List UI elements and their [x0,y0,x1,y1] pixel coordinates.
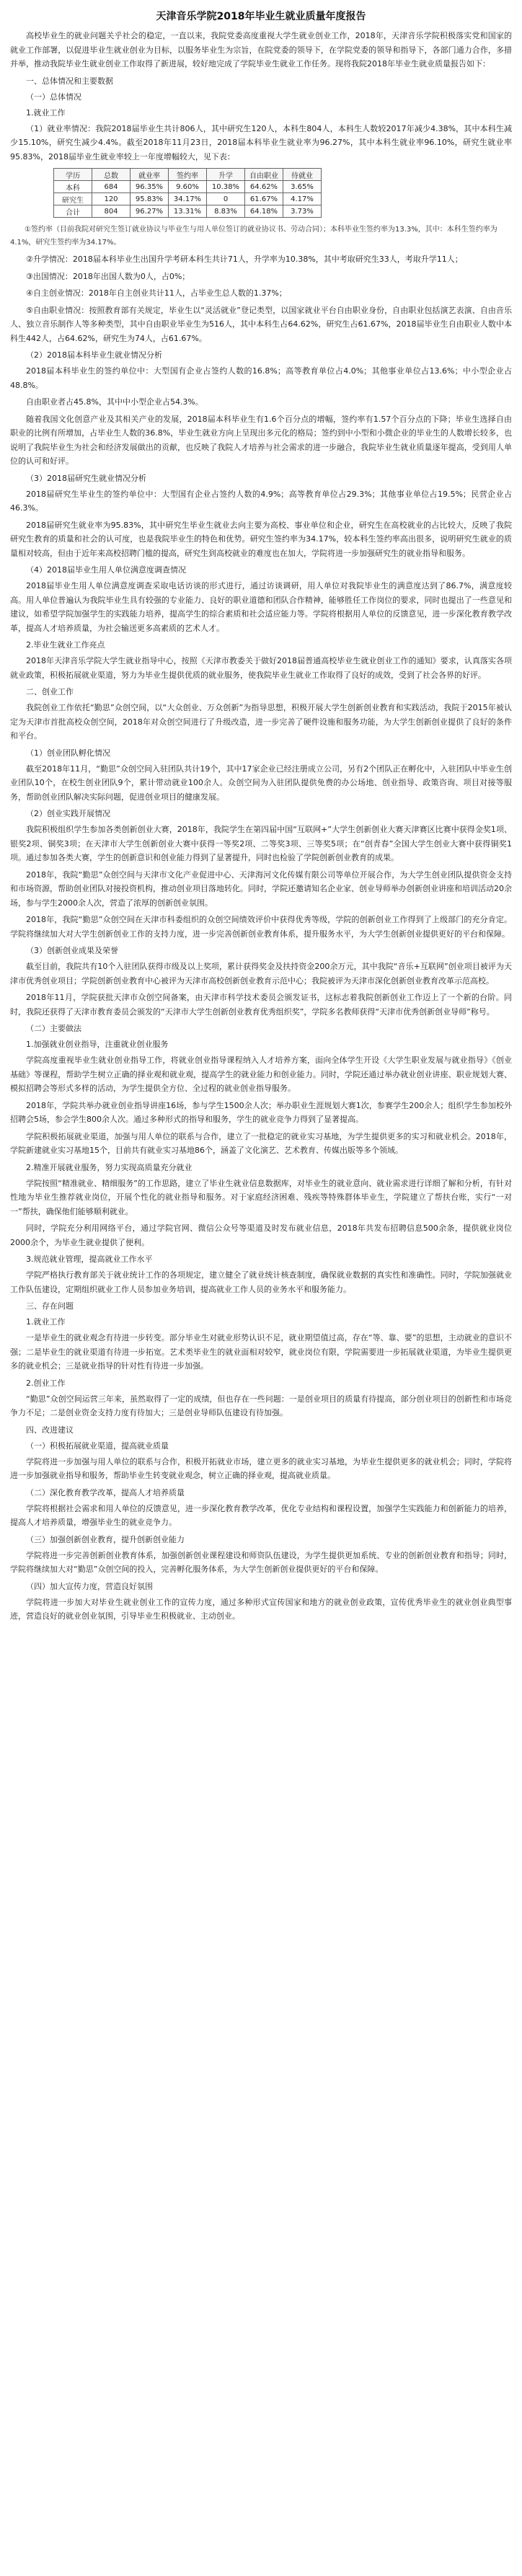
table-cell: 684 [92,181,130,193]
table-cell: 合计 [54,205,92,218]
paragraph: 2018年，我院“勤思”众创空间在天津市科委组织的众创空间绩效评价中获得优秀等级，学院的创新创业工作得到了上级部门的充分肯定。学院将继续加大对大学生创新创业工作的支持力度，进一步完善创新创业教育体系，提升服务水平，为大学生创新创业提供更好的平台和保障。 [10,915,512,939]
table-cell: 96.35% [130,181,169,193]
subsection-heading: （三）加强创新创业教育，提升创新创业能力 [26,1534,185,1544]
table-header-cell: 自由职业 [245,169,283,181]
table-cell: 3.65% [283,181,322,193]
paragraph: 同时，学院充分利用网络平台，通过学院官网、微信公众号等渠道及时发布就业信息，2018年共发布招聘信息500余条，提供就业岗位2000余个，为毕业生就业提供了便利。 [10,1223,512,1247]
paragraph: 学院将进一步加大对毕业生就业创业工作的宣传力度，通过多种形式宣传国家和地方的就业创业政策，宣传优秀毕业生的就业创业典型事迹，营造良好的就业创业氛围，引导毕业生积极就业、主动创业。 [10,1597,512,1621]
paragraph: （1）就业率情况：我院2018届毕业生共计806人，其中研究生120人，本科生804人，本科生人数较2017年减少4.38%，其中本科生减少15.10%，研究生减少4.4%。截至2018年11月23日，2018届本科毕业生就业率为96.27%，其中本科生就业率96.10%，研究生就业率95.83%，2018届毕业生就业率较上一年度增幅较大，见下表： [10,123,512,161]
table-row [54,193,322,205]
table-cell: 34.17% [169,193,207,205]
table-header-cell: 总数 [92,169,130,181]
table-cell: 64.62% [245,181,283,193]
employment-stats-table [53,168,322,218]
subsection-heading: 2.毕业生就业工作亮点 [26,640,105,650]
table-cell: 61.67% [245,193,283,205]
table-cell: 95.83% [130,193,169,205]
table-row [54,181,322,193]
table-cell: 804 [92,205,130,218]
section-heading: （二）主要做法 [26,1024,81,1033]
table-cell: 13.31% [169,205,207,218]
subsection-heading: （2）创业实践开展情况 [26,809,110,818]
bullet-paragraph: ④自主创业情况：2018年自主创业共计11人，占毕业生总人数的1.37%； [26,288,287,298]
table-header-cell: 学历 [54,169,92,181]
subsection-heading: （3）2018届研究生就业情况分析 [26,473,146,483]
table-row [54,205,322,218]
table-header-cell: 就业率 [130,169,169,181]
section-heading: 四、改进建议 [26,1425,74,1435]
paragraph: 学院按照“精准就业、精细服务”的工作思路，建立了毕业生就业信息数据库，对毕业生的就业意向、就业需求进行详细了解和分析，有针对性地为毕业生推荐就业岗位，开展个性化的就业指导和服务。对于家庭经济困难、残疾等特殊群体毕业生，学院建立了帮扶台账，实行“一对一”帮扶，确保他们能够顺利就业。 [10,1178,512,1216]
table-cell: 10.38% [207,181,245,193]
paragraph: 学院高度重视毕业生就业创业指导工作，将就业创业指导课程纳入人才培养方案，面向全体学生开设《大学生职业发展与就业指导》《创业基础》等课程，帮助学生树立正确的择业观和就业观，提高学生的就业能力和创业能力。同时，学院还通过举办就业创业讲座、职业规划大赛、模拟招聘会等形式多样的活动，为学生提供全方位、全过程的就业创业指导服务。 [10,1055,512,1093]
paragraph: 2018年11月，学院获批天津市众创空间备案，由天津市科学技术委员会颁发证书，这标志着我院创新创业工作迈上了一个新的台阶。同时，我院还获得了天津市教育委员会颁发的“天津市大学生创新创业教育优秀组织奖”，学院多名教师获得“天津市优秀创新创业导师”称号。 [10,993,512,1017]
report-title: 天津音乐学院2018年毕业生就业质量年度报告 [156,11,366,22]
paragraph: 学院严格执行教育部关于就业统计工作的各项规定，建立健全了就业统计核查制度，确保就业数据的真实性和准确性。同时，学院加强就业工作队伍建设，定期组织就业工作人员参加业务培训，提高就业工作人员的业务水平和服务能力。 [10,1270,512,1294]
paragraph: 随着我国文化创意产业及其相关产业的发展，2018届本科毕业生有1.6个百分点的增幅，签约率有1.57个百分点的下降；毕业生选择自由职业的比例有所增加，占毕业生人数的36.8%，毕业生就业方向上呈现出多元化的格局；签约到中小型和小微企业的毕业生的人数增长较多，也说明了我院毕业生为社会和经济发展做出的贡献，也反映了我院人才培养与社会需求的进一步融合，我院毕业生就业质量逐年提高，受到用人单位的认可和好评。 [10,414,512,466]
table-header-cell: 签约率 [169,169,207,181]
paragraph: 截至目前，我院共有10个入驻团队获得市级及以上奖项，累计获得奖金及扶持资金200余万元，其中我院“音乐+互联网”创业项目被评为天津市优秀创业项目；学院创新创业教育中心被评为天津市高校创新创业教育示范中心；我院被评为天津市深化创新创业教育改革示范高校。 [10,962,512,986]
subsection-heading: 2.创业工作 [26,1378,66,1388]
section-heading: 三、存在问题 [26,1301,74,1311]
table-cell: 8.83% [207,205,245,218]
intro-paragraph: 高校毕业生的就业问题关乎社会的稳定，一直以来，我院党委高度重视大学生就业创业工作，2018年，天津音乐学院积极落实党和国家的就业工作部署，以促进毕业生就业创业为目标，以服务毕业生为宗旨，在院党委的领导下，在学院党委的领导和指导下，各部门通力合作，多措并举，推动我院毕业生就业创业工作取得了新进展，较好地完成了学院毕业生就业工作任务。现将我院2018年毕业生就业质量报告如下： [10,31,512,68]
subsection-heading: （四）加大宣传力度，营造良好氛围 [26,1581,153,1591]
table-cell: 120 [92,193,130,205]
table-cell: 0 [207,193,245,205]
subsection-heading: 2.精准开展就业服务，努力实现高质量充分就业 [26,1162,193,1172]
section-heading: 二、创业工作 [26,687,74,696]
table-header-cell: 待就业 [283,169,322,181]
subsection-heading: 1.就业工作 [26,107,66,118]
table-cell: 研究生 [54,193,92,205]
bullet-paragraph: ③出国情况：2018年出国人数为0人，占0%； [26,271,190,281]
paragraph: 我院积极组织学生参加各类创新创业大赛，2018年，我院学生在第四届中国“互联网+”大学生创新创业大赛天津赛区比赛中获得金奖1项、银奖2项、铜奖3项；在天津市大学生创新创业大赛中获得一等奖2项、二等奖3项、三等奖5项；在“创青春”全国大学生创业大赛中获得铜奖1项。通过参加各类大赛，学生的创新意识和创业能力得到了显著提升，同时也检验了学院创新创业教育的成果。 [10,825,512,862]
paragraph: 一是毕业生的就业观念有待进一步转变。部分毕业生对就业形势认识不足，就业期望值过高，存在“等、靠、要”的思想，主动就业的意识不强；二是毕业生的就业渠道有待进一步拓宽。艺术类毕业生的就业面相对较窄，就业岗位有限，学院需要进一步拓展就业渠道，为毕业生提供更多的就业机会；三是就业指导的针对性有待进一步加强。 [10,1333,512,1371]
table-header-row [54,169,322,181]
paragraph: 学院将根据社会需求和用人单位的反馈意见，进一步深化教育教学改革，优化专业结构和课程设置，加强学生实践能力和创新能力的培养，提高人才培养质量，增强毕业生的就业竞争力。 [10,1503,512,1527]
paragraph: 2018届毕业生用人单位满意度调查采取电话访谈的形式进行，通过访谈调研，用人单位对我院毕业生的满意度达到了86.7%，满意度较高。用人单位普遍认为我院毕业生具有较强的专业能力、良好的职业道德和团队合作精神，能够胜任工作岗位的要求，同时也提出了一些意见和建议，如希望学院加强学生的实践能力培养，提高学生的综合素质和社会适应能力等。学院将根据用人单位的反馈意见，进一步深化教育教学改革，提高人才培养质量，为社会输送更多高素质的艺术人才。 [10,581,512,633]
subsection-heading: （一）总体情况 [26,92,81,102]
paragraph: 2018年，学院共举办就业创业指导讲座16场，参与学生1500余人次；举办职业生涯规划大赛1次，参赛学生200余人；组织学生参加校外招聘会5场，参会学生800余人次。通过多种形式的指导和服务，学生的就业竞争力得到了显著提高。 [10,1100,512,1124]
paragraph: 2018年，我院“勤思”众创空间与天津市文化产业促进中心、天津海河文化传媒有限公司等单位开展合作，为大学生创业团队提供资金支持和市场资源，帮助创业团队对接投资机构，推动创业项目落地转化。同时，学院还邀请知名企业家、创业导师举办创新创业讲座和培训活动20余场，参与学生2000余人次，营造了浓厚的创新创业氛围。 [10,869,512,908]
subsection-heading: 1.就业工作 [26,1317,66,1327]
paragraph: “勤思”众创空间运营三年来，虽然取得了一定的成绩，但也存在一些问题：一是创业项目的质量有待提高，部分创业项目的创新性和市场竞争力不足；二是创业资金支持力度有待加大；三是创业导师队伍建设有待加强。 [10,1394,512,1417]
paragraph: 学院积极拓展就业渠道，加强与用人单位的联系与合作，建立了一批稳定的就业实习基地，为学生提供更多的实习和就业机会。2018年，学院新建就业实习基地15个，目前共有就业实习基地86个，涵盖了文化演艺、艺术教育、传媒出版等多个领域。 [10,1131,512,1155]
table-note: ①签约率（目前我院对研究生签订就业协议与毕业生与用人单位签订的就业协议书、劳动合同）；本科毕业生签约率为13.3%，其中：本科生签约率为4.1%，研究生签约率为34.17%。 [10,226,497,247]
paragraph: 2018届研究生就业率为95.83%，其中研究生毕业生就业去向主要为高校、事业单位和企业，研究生在高校就业的占比较大，反映了我院研究生教育的质量和社会的认可度，也是我院毕业生的特色和优势。研究生签约率为34.17%，较本科生签约率高出很多，说明研究生就业的质量相对较高，但由于近年来高校招聘门槛的提高，研究生到高校就业的难度也在加大，学院将进一步加强研究生的就业指导和服务。 [10,520,512,558]
section-heading: 一、总体情况和主要数据 [26,76,113,86]
paragraph: 2018届研究生毕业生的签约单位中：大型国有企业占签约人数的4.9%；高等教育单位占29.3%；其他事业单位占19.5%；民营企业占46.3%。 [10,489,512,513]
subsection-heading: （2）2018届本科毕业生就业情况分析 [26,350,162,360]
paragraph: 学院将进一步完善创新创业教育体系，加强创新创业课程建设和师资队伍建设，为学生提供更加系统、专业的创新创业教育和指导；同时，学院将继续加大对“勤思”众创空间的投入，完善孵化服务体系，为大学生创新创业提供更好的平台和保障。 [10,1550,512,1574]
table-cell: 64.18% [245,205,283,218]
subsection-heading: （4）2018届毕业生用人单位满意度调查情况 [26,565,186,575]
table-cell: 本科 [54,181,92,193]
paragraph: 2018届本科毕业生的签约单位中：大型国有企业占签约人数的16.8%；高等教育单位占4.0%；其他事业单位占13.6%；中小型企业占48.8%。 [10,366,512,390]
table-cell: 96.27% [130,205,169,218]
table-cell: 9.60% [169,181,207,193]
subsection-heading: （3）创新创业成果及荣誉 [26,946,118,955]
paragraph: 自由职业者占45.8%，其中中小型企业占54.3%。 [26,397,203,407]
subsection-heading: 3.规范就业管理，提高就业工作水平 [26,1254,153,1264]
paragraph: 2018年天津音乐学院大学生就业指导中心，按照《天津市教委关于做好2018届普通高校毕业生就业创业工作的通知》要求，认真落实各项就业政策，积极拓展就业渠道，努力为毕业生提供优质的就业服务，使我院毕业生就业工作取得了良好的成效，受到了社会各界的好评。 [10,656,512,680]
paragraph: 学院将进一步加强与用人单位的联系与合作，积极开拓就业市场，建立更多的就业实习基地，为毕业生提供更多的就业机会；同时，学院将进一步加强就业指导和服务，帮助毕业生转变就业观念，树立正确的择业观，提高就业质量。 [10,1456,512,1480]
table-cell: 4.17% [283,193,322,205]
subsection-heading: 1.加强就业创业指导，注重就业创业服务 [26,1040,169,1049]
paragraph: 截至2018年11月，“勤思”众创空间入驻团队共计19个，其中17家企业已经注册成立公司，另有2个团队正在孵化中，入驻团队中毕业生创业团队10个，在校生创业团队9个，累计带动就业100余人。众创空间为入驻团队提供免费的办公场地、创业指导、政策咨询、项目对接等服务，帮助创业团队解决实际问题，促进创业项目的健康发展。 [10,763,512,802]
subsection-heading: （二）深化教育教学改革，提高人才培养质量 [26,1487,185,1497]
table-header-cell: 升学 [207,169,245,181]
subsection-heading: （一）积极拓展就业渠道，提高就业质量 [26,1440,169,1451]
table-cell: 3.73% [283,205,322,218]
bullet-paragraph: ②升学情况：2018届本科毕业生出国升学考研本科生共计71人，升学率为10.38%，其中考取研究生33人，考取升学11人； [26,254,463,264]
subsection-heading: （1）创业团队孵化情况 [26,748,110,758]
paragraph: 我院创业工作依托“勤思”众创空间，以“大众创业、万众创新”为指导思想，积极开展大学生创新创业教育和实践活动，我院于2015年被认定为天津市首批高校众创空间，2018年对众创空间进行了升级改造，进一步完善了硬件设施和服务功能，为大学生创新创业提供了良好的条件和平台。 [10,703,512,740]
bullet-paragraph: ⑤自由职业情况：按照教育部有关规定，毕业生以“灵活就业”登记类型，以国家就业平台自由职业身份，自由职业包括演艺表演、自由音乐人、独立音乐制作人等多种类型，其中自由职业毕业生为516人，其中本科生占64.62%，研究生占61.67%，2018届毕业生自由职业人数中本科生442人，占64.62%，研究生为74人，占61.67%。 [10,305,512,343]
